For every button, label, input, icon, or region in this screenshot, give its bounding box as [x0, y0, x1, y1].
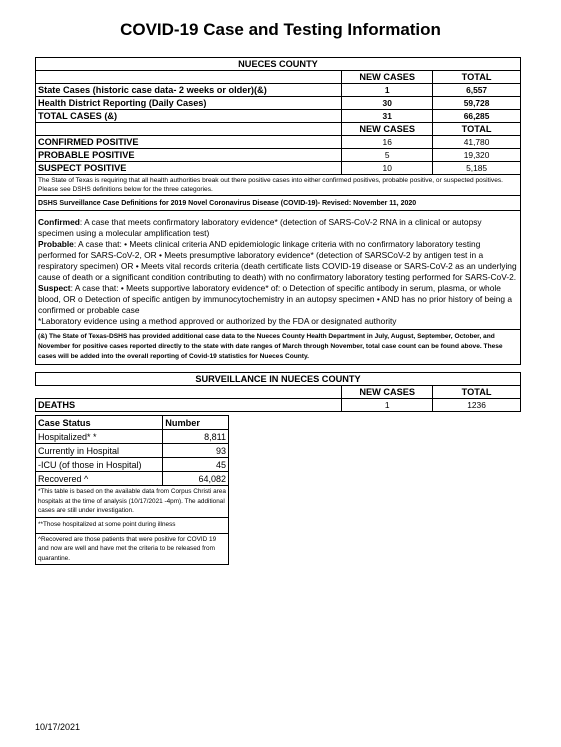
- county-header: NUECES COUNTY: [36, 58, 521, 71]
- county-case-table: [35, 57, 521, 365]
- surveillance-header: SURVEILLANCE IN NUECES COUNTY: [36, 373, 521, 386]
- number-header: Number: [163, 416, 229, 430]
- hospital-data-note: *This table is based on the available data from Corpus Christi area hospitals at the time of analysis (10/17/2021 -4pm). The additional cases are still under investigation.: [36, 486, 229, 518]
- page-title: COVID-19 Case and Testing Information: [120, 20, 441, 39]
- row-total: 66,285: [433, 110, 521, 123]
- state-note: The State of Texas is requiring that all health authorities break out there positive cases into either confirmed positives, probable positive, or suspected positives. Please see DSHS definitions below for the three categories.: [36, 175, 521, 196]
- suspect-label: Suspect: [38, 283, 71, 293]
- total-header: TOTAL: [433, 386, 521, 399]
- row-new: 10: [342, 162, 433, 175]
- row-new: 16: [342, 136, 433, 149]
- row-total: 59,728: [433, 97, 521, 110]
- status-label: -ICU (of those in Hospital): [36, 458, 163, 472]
- probable-label: Probable: [38, 239, 74, 249]
- new-cases-header: NEW CASES: [342, 71, 433, 84]
- dshs-definitions-title: DSHS Surveillance Case Definitions for 2019 Novel Coronavirus Disease (COVID-19)- Revised: November 11, 2020: [36, 196, 521, 211]
- deaths-label: DEATHS: [36, 399, 342, 412]
- blank-cell: [36, 71, 342, 84]
- case-definitions: [36, 211, 521, 330]
- row-label: CONFIRMED POSITIVE: [36, 136, 342, 149]
- blank-cell: [36, 386, 342, 399]
- table-row: [36, 458, 229, 472]
- row-label: PROBABLE POSITIVE: [36, 149, 342, 162]
- new-cases-header: NEW CASES: [342, 123, 433, 136]
- status-label: Recovered ^: [36, 472, 163, 486]
- case-status-table: [35, 415, 229, 565]
- status-value: 93: [163, 444, 229, 458]
- status-value: 64,082: [163, 472, 229, 486]
- probable-definition: : A case that: • Meets clinical criteria AND epidemiologic linkage criteria with no confirmatory laboratory testing performed for SARS-CoV-2, OR • Meets presumptive laboratory evidence* (detection of SARSCoV-2 by antigen test in a respiratory specimen) OR • Meets vital records criteria (death certificate lists COVID-19 disease or SARS-CoV-2 as an underlying cause of death or a significant condition contributing to death) with no confirmatory laboratory testing performed for SARS-CoV-2.: [38, 239, 517, 282]
- table-row: [36, 97, 521, 110]
- new-cases-header: NEW CASES: [342, 386, 433, 399]
- deaths-total: 1236: [433, 399, 521, 412]
- row-new: 5: [342, 149, 433, 162]
- case-status-header: Case Status: [36, 416, 163, 430]
- hospitalized-note: **Those hospitalized at some point during illness: [36, 517, 229, 533]
- deaths-new: 1: [342, 399, 433, 412]
- row-label: SUSPECT POSITIVE: [36, 162, 342, 175]
- row-label: TOTAL CASES (&): [36, 110, 342, 123]
- status-value: 8,811: [163, 430, 229, 444]
- row-total: 41,780: [433, 136, 521, 149]
- deaths-row: [36, 399, 521, 412]
- row-new: 31: [342, 110, 433, 123]
- table-row: [36, 444, 229, 458]
- recovered-note: ^Recovered are those patients that were positive for COVID 19 and now are well and have met the criteria to be released from quarantine.: [36, 533, 229, 565]
- table-row: [36, 162, 521, 175]
- table-row: [36, 136, 521, 149]
- blank-cell: [36, 123, 342, 136]
- row-total: 6,557: [433, 84, 521, 97]
- lab-evidence-note: *Laboratory evidence using a method approved or authorized by the FDA or designated authority: [38, 316, 397, 326]
- row-label: Health District Reporting (Daily Cases): [36, 97, 342, 110]
- row-total: 19,320: [433, 149, 521, 162]
- table-row: [36, 472, 229, 486]
- status-label: Currently in Hospital: [36, 444, 163, 458]
- total-header: TOTAL: [433, 123, 521, 136]
- confirmed-definition: : A case that meets confirmatory laboratory evidence* (detection of SARS-CoV-2 RNA in a clinical or autopsy specimen using a molecular amplification test): [38, 217, 482, 238]
- surveillance-table: [35, 372, 521, 412]
- table-row: [36, 149, 521, 162]
- table-row: [36, 84, 521, 97]
- row-new: 1: [342, 84, 433, 97]
- state-data-note: (&) The State of Texas-DSHS has provided additional case data to the Nueces County Health Department in July, August, September, October, and November for positive cases reported directly to the state with date ranges of March through November, total case count can be found above. These cases will be added into the overall reporting of Covid-19 statistics for Nueces County.: [36, 330, 521, 365]
- row-total: 5,185: [433, 162, 521, 175]
- row-label: State Cases (historic case data- 2 weeks or older)(&): [36, 84, 342, 97]
- confirmed-label: Confirmed: [38, 217, 80, 227]
- table-row: [36, 430, 229, 444]
- status-label: Hospitalized* *: [36, 430, 163, 444]
- footer-date: 10/17/2021: [35, 722, 81, 732]
- row-new: 30: [342, 97, 433, 110]
- total-header: TOTAL: [433, 71, 521, 84]
- table-row: [36, 110, 521, 123]
- suspect-definition: : A case that: • Meets supportive laboratory evidence* of: o Detection of specific antibody in serum, plasma, or whole blood, OR o Detection of specific antigen by immunocytochemistry in an autopsy specimen • AND has no prior history of being a confirmed or probable case: [38, 283, 513, 315]
- status-value: 45: [163, 458, 229, 472]
